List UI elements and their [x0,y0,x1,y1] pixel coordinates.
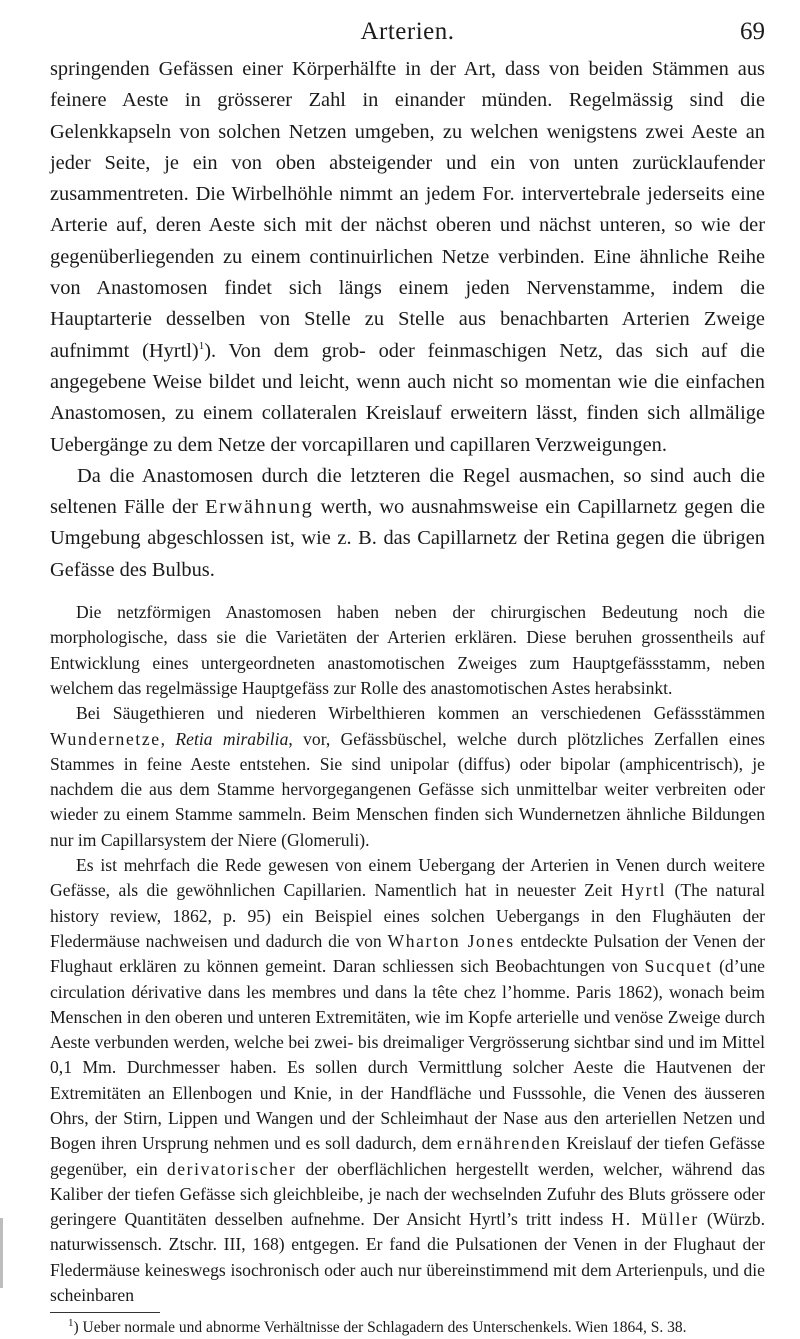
latin-term: Retia mirabilia [175,728,289,749]
text-run: der oberflächlichen hergestellt werden, welcher, während das Kaliber der tiefen Gefässe sich gleichbleibe, je nach der wechselnden Zufuhr des Bluts grössere oder geringere Quantitäten desselben aufnehme. Der Ansicht [50,1158,765,1230]
scan-edge-mark [0,1218,3,1288]
author-name: Hyrtl [620,880,667,901]
footnote-divider [50,1312,160,1313]
footnote-text: ) Ueber normale und abnorme Verhältnisse der Schlagadern des Unterschenkels. Wien 1864, S. 38. [73,1319,687,1337]
paragraph [50,701,765,853]
paragraph [50,461,765,586]
footnote-marker: 1 [68,1317,74,1330]
emphasized-term: ernährenden [456,1133,562,1154]
text-run: Kreislauf der tiefen Gefässe gegenüber, ein [50,1133,765,1179]
text-run: ’s tritt indess [506,1209,612,1230]
text-run: springenden Gefässen einer Körperhälfte in der Art, dass von beiden Stämmen aus feinere Aeste in grösserer Zahl in einander münden. Regelmässig sind die Gelenkkapseln von solchen Netzen umgeben, zu welchen wenigstens zwei Aeste an jeder Seite, je ein von oben absteigender und ein von unten zurücklaufender zusammentreten. Die Wirbelhöhle nimmt an jedem For. intervertebrale jederseits eine Arterie auf, deren Aeste sich mit der nächst oberen und nächst unteren, so wie der gegenüberliegenden zu einem continuirlichen Netze verbinden. Eine ähnliche Reihe von Anastomosen findet sich längs einem jeden Nervenstamme, indem die Hauptarterie desselben von Stelle zu Stelle aus benachbarten Arterien Zweige aufnimmt (Hyrtl) [50,58,765,362]
paragraph [50,54,765,461]
text-run: , vor, Gefässbüschel, welche durch plötzliches Zerfallen eines Stammes in feine Aeste entstehen. Sie sind unipolar (diffus) oder bipolar (amphicentrisch), je nachdem die aus dem Stamme hervorgegangenen Gefässe sich unmittelbar weiter verbreiten oder wieder zu einem Stamme sammeln. Beim Menschen finden sich Wundernetzen ähnliche Bildungen nur im Capillarsystem der Niere (Glomeruli). [50,728,765,850]
page-header [50,18,765,54]
footnote-reference: 1 [198,339,205,352]
text-run: , [160,728,176,749]
emphasized-term: derivatorischer [166,1158,297,1179]
author-name: Wharton Jones [387,930,515,951]
text-run: Da die Anastomosen durch die letzteren die Regel ausmachen, so sind auch die seltenen Fälle der [50,464,765,519]
text-run: Es ist mehrfach die Rede gewesen von einem Uebergang der Arterien in Venen durch weitere Gefässe, als die gewöhnlichen Capillarien. Namentlich hat in neuester Zeit [50,855,765,901]
text-run: (The natural history review, 1862, p. 95) ein Beispiel eines solchen Uebergangs in den Flughäuten der Fledermäuse nachweisen und dadurch die von [50,880,766,951]
footnote [50,1317,765,1339]
text-run: Bei Säugethieren und niederen Wirbelthieren kommen an verschiedenen Gefässstämmen [76,703,765,724]
text-run: entdeckte Pulsation der Venen der Flughaut erklären zu können gemeint. Daran schliessen sich Beobachtungen von [50,930,765,977]
text-run: werth, wo ausnahmsweise ein Capillarnetz gegen die Umgebung abgeschlossen ist, wie z. B. das Capillarnetz der Retina gegen die übrigen Gefässe des Bulbus. [50,496,765,581]
text-run: (Würzb. naturwissensch. Ztschr. III, 168) entgegen. Er fand die Pulsationen der Venen in der Flughaut der Fledermäuse keineswegs isochronisch oder auch nur übereinstimmend mit dem Arterienpuls, und die scheinbaren [50,1209,766,1306]
text-run: (d’une circulation dérivative dans les membres und dans la tête chez l’homme. Paris 1862), wonach beim Menschen in den oberen und unteren Extremitäten, wie im Kopfe arterielle und venöse Zweige durch Aeste verbunden werden, welche bei zwei- bis dreimaliger Vergrösserung sichtbar sind und im Mittel 0,1 Mm. Durchmesser haben. Es sollen durch Vermittlung solcher Aeste die Hautvenen der Extremitäten an Ellenbogen und Knie, in der Handfläche und Fusssohle, die Venen des äusseren Ohrs, der Stirn, Lippen und Wangen und der Schleimhaut der Nase aus den arteriellen Netzen und Bogen ihren Ursprung nehmen und es soll dadurch, dem [50,956,765,1154]
small-print-notes [50,600,765,1308]
author-name: H. Müller [611,1209,699,1230]
book-page [50,18,765,1339]
emphasized-term: Erwähnung [205,496,314,519]
emphasized-term: Wundernetze [50,728,161,749]
author-name: Hyrtl [469,1209,507,1230]
page-number: 69 [740,18,765,45]
main-text [50,54,765,586]
paragraph: Die netzförmigen Anastomosen haben neben der chirurgischen Bedeutung noch die morphologische, dass sie die Varietäten der Arterien erklären. Diese beruhen grossentheils auf Entwicklung eines untergeordneten anastomotischen Zweiges zum Hauptgefässstamm, neben welchem das regelmässige Hauptgefäss zur Rolle des anastomotischen Astes herabsinkt. [50,602,765,698]
paragraph [50,853,765,1308]
text-run: ). Von dem grob- oder feinmaschigen Netz, das sich auf die angegebene Weise bildet und leicht, wenn auch nicht so momentan wie die einfachen Anastomosen, zu einem collateralen Kreislauf erweitern lässt, finden sich allmälige Uebergänge zu dem Netze der vorcapillaren und capillaren Verzweigungen. [50,339,765,456]
author-name: Sucquet [644,956,713,977]
running-title: Arterien. [360,18,455,45]
